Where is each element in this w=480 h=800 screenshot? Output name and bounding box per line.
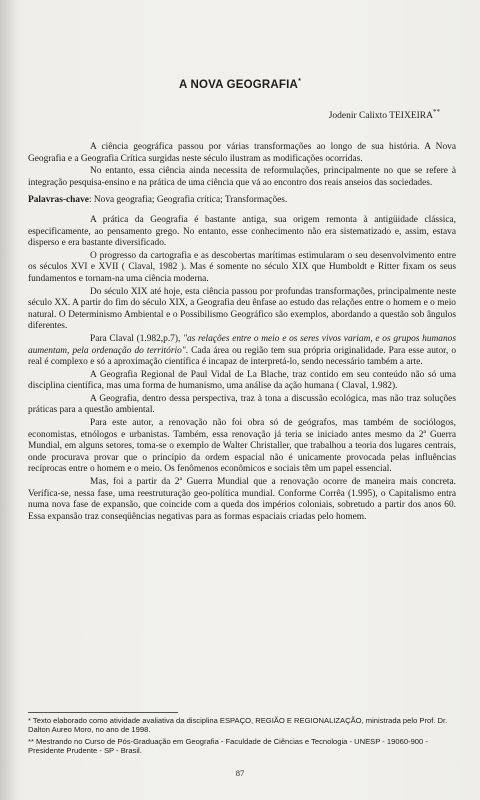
footnote-1: * Texto elaborado como atividade avaliativa da disciplina ESPAÇO, REGIÃO E REGIONALIZAÇÃO, ministrada pelo Prof. Dr. Dalton Aureo Moro, no ano de 1998. [28,716,448,735]
body-paragraph-4 [28,334,456,369]
body-paragraph-2: O progresso da cartografia e as descobertas marítimas estimularam o seu desenvolvimento entre os séculos XVI e XVII ( Claval, 1982 ). Mas é somente no século XIX que Humboldt e Ritter fixam os seus fundamentos e tornam-na uma ciência moderna. [28,250,456,284]
author-name: Jodenir Calixto TEIXEIRA [328,111,433,122]
author-footnote-mark: ** [433,108,440,116]
body-paragraph-7: Para este autor, a renovação não foi obra só de geógrafos, mas também de sociólogos, economistas, etnólogos e urbanistas. Também, essa renovação já teria se iniciado antes mesmo da 2ª Guerra Mundial, em alguns setores, toma-se o exemplo de Walter Christaller, que trabalhou a teoria dos lugares centrais, onde procurava provar que o princípio da ordem espacial não é unicamente provocada pelas influências recíprocas entre o homem e o meio. Os fenômenos econômicos e sociais têm um papel essencial. [28,418,456,475]
abstract-paragraph-1: A ciência geográfica passou por várias transformações ao longo de sua história. A Nova Geografia e a Geografia Crítica surgidas neste século ilustram as modificações ocorridas. [28,142,456,164]
page-number: 87 [235,768,245,778]
paragraph-4-rest: . Cada área ou região tem sua própria originalidade. Para esse autor, o real é complexo e só a aproximação científica é incapaz de interpretá-lo, sendo necessário também a arte. [28,345,457,368]
keywords-text: : Nova geografia; Geografia crítica; Transformações. [88,195,288,206]
claval-quote: "as relações entre o meio e os seres vivos variam, e os grupos humanos aumentam, pela ordenação do território" [28,333,456,356]
binding-shadow [0,0,14,800]
footnote-2: ** Mestrando no Curso de Pós-Graduação em Geografia - Faculdade de Ciências e Tecnologia - UNESP - 19060-900 - Presidente Prudente - SP - Brasil. [28,736,428,756]
title-text: A NOVA GEOGRAFIA [179,78,299,91]
article-body [28,142,456,524]
footnotes [28,716,456,758]
footnote-divider [28,712,178,713]
body-paragraph-8: Mas, foi a partir da 2ª Guerra Mundial que a renovação ocorre de maneira mais concreta. Verifica-se, nessa fase, uma reestruturação geo-política mundial. Conforme Corrêa (1.995), o Capitalismo entra numa nova fase de expansão, que coincide com a queda dos impérios coloniais, sobretudo a partir dos anos 60. Essa expansão traz conseqüências negativas para as formas espaciais criadas pelo homem. [28,477,456,522]
body-paragraph-3: Do século XIX até hoje, esta ciência passou por profundas transformações, principalmente neste século XX. A partir do fim do século XIX, a Geografia deu ênfase ao estudo das relações entre o homem e o meio natural. O Determinismo Ambiental e o Possibilismo Geográfico são exemplos, abordando a questão sob ângulos diferentes. [28,286,456,332]
keywords-label: Palavras-chave [28,195,89,206]
body-paragraph-1: A prática da Geografia é bastante antiga, sua origem remonta à antigüidade clássica, especificamente, ao pensamento grego. No entanto, esse conhecimento não era sistematizado e, assim, estava disperso e era bastante diversificado. [28,214,456,249]
body-paragraph-6: A Geografia, dentro dessa perspectiva, traz à tona a discussão ecológica, mas não traz soluções práticas para a questão ambiental. [28,393,456,416]
title-footnote-mark: * [298,78,301,85]
keywords-line [28,195,456,207]
article-title [0,78,480,91]
author-line [329,108,440,121]
body-paragraph-5: A Geografia Regional de Paul Vidal de La Blache, traz contido em seu conteúdo não só uma disciplina científica, mas uma forma de humanismo, uma análise da ação humana ( Claval, 1.982). [28,369,456,392]
abstract-paragraph-2: No entanto, essa ciência ainda necessita de reformulações, principalmente no que se refere à integração pesquisa-ensino e na prática de uma ciência que vá ao encontro dos reais anseios das sociedades. [28,166,456,188]
paragraph-4-lead: Para Claval (1.982,p.7), [90,333,184,344]
